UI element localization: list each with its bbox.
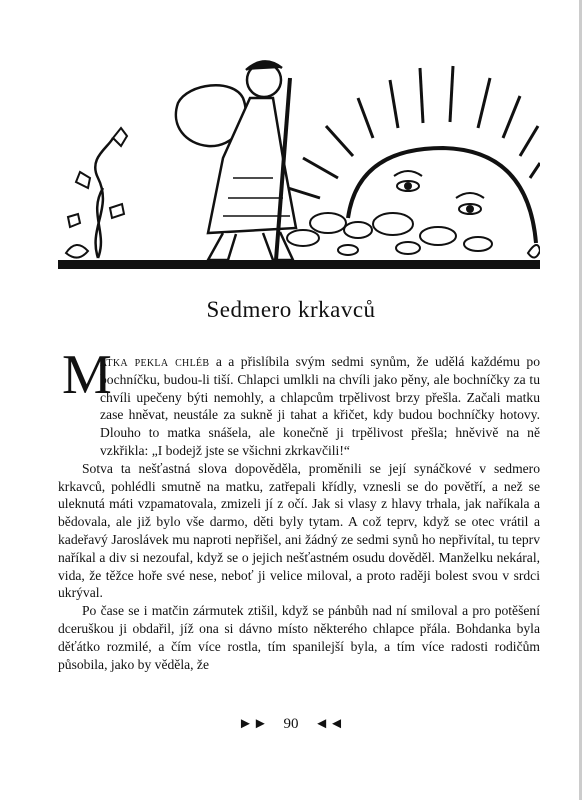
left-arrow-marks: ►► <box>238 716 268 732</box>
body-text <box>58 353 540 673</box>
paragraph-1-text: a a přislíbila svým sedmi synům, že udělá každému po bochníčku, budou-li tiší. Chlapci umlkli na chvíli jako pěny, ale bochníčky za tu chvíli upečeny býti nemohly, a chlapcům trpělivost brzy přešla. Začali matku zase hněvat, neustále za sukně ji tahat a křičet, kdy budou bochníčky hotovy. Dlouho to matka snášela, ale konečně ji trpělivost přešla; hněvivě na ně vzkřikla: „I bodejž jste se všichni zkrkavčili!“ <box>100 354 540 458</box>
page-number: 90 <box>283 716 299 732</box>
paragraph-3: Po čase se i matčin zármutek ztišil, když se pánbůh nad ní smiloval a pro potěšení dceruškou ji obdařil, jíž ona si dávno místo některého chlapce přála. Bohdanka byla děťátko rozmilé, a čím více rostla, tím spanilejší byla, a tím více radosti rodičům působila, jako by věděla, že <box>58 603 540 672</box>
paragraph-1 <box>58 353 540 460</box>
woodcut-illustration <box>58 38 540 280</box>
paragraph-2: Sotva ta nešťastná slova dopověděla, proměnili se její synáčkové v sedmero krkavců, pohlédli smutně na matku, zatřepali křídly, vznesli se do povětří, a než se uleknutá máti vzpamatovala, zmizeli jí z očí. Jak si vlasy z hlavy trhala, jak naříkala a bědovala, ale již bylo vše darmo, děti byly tytam. A což teprv, když se otec vrátil a kadeřavý Jaroslávek mu naproti nepřišel, ani žádný ze sedmi synů ho nepřivítal, tu teprv naříkal a div si nezoufal, když se o jejich nešťastném osudu dověděl. Manželku nekáral, vida, že těžce hoře své nese, neboť ji velice miloval, a proto raději bolest svou v srdci ukrýval. <box>58 460 540 601</box>
chapter-title: Sedmero krkavců <box>206 297 376 322</box>
right-arrow-marks: ◄◄ <box>314 716 344 732</box>
page-footer <box>0 716 582 733</box>
drop-cap: M <box>62 344 112 406</box>
opening-small-caps: atka pekla chléb <box>100 354 210 369</box>
